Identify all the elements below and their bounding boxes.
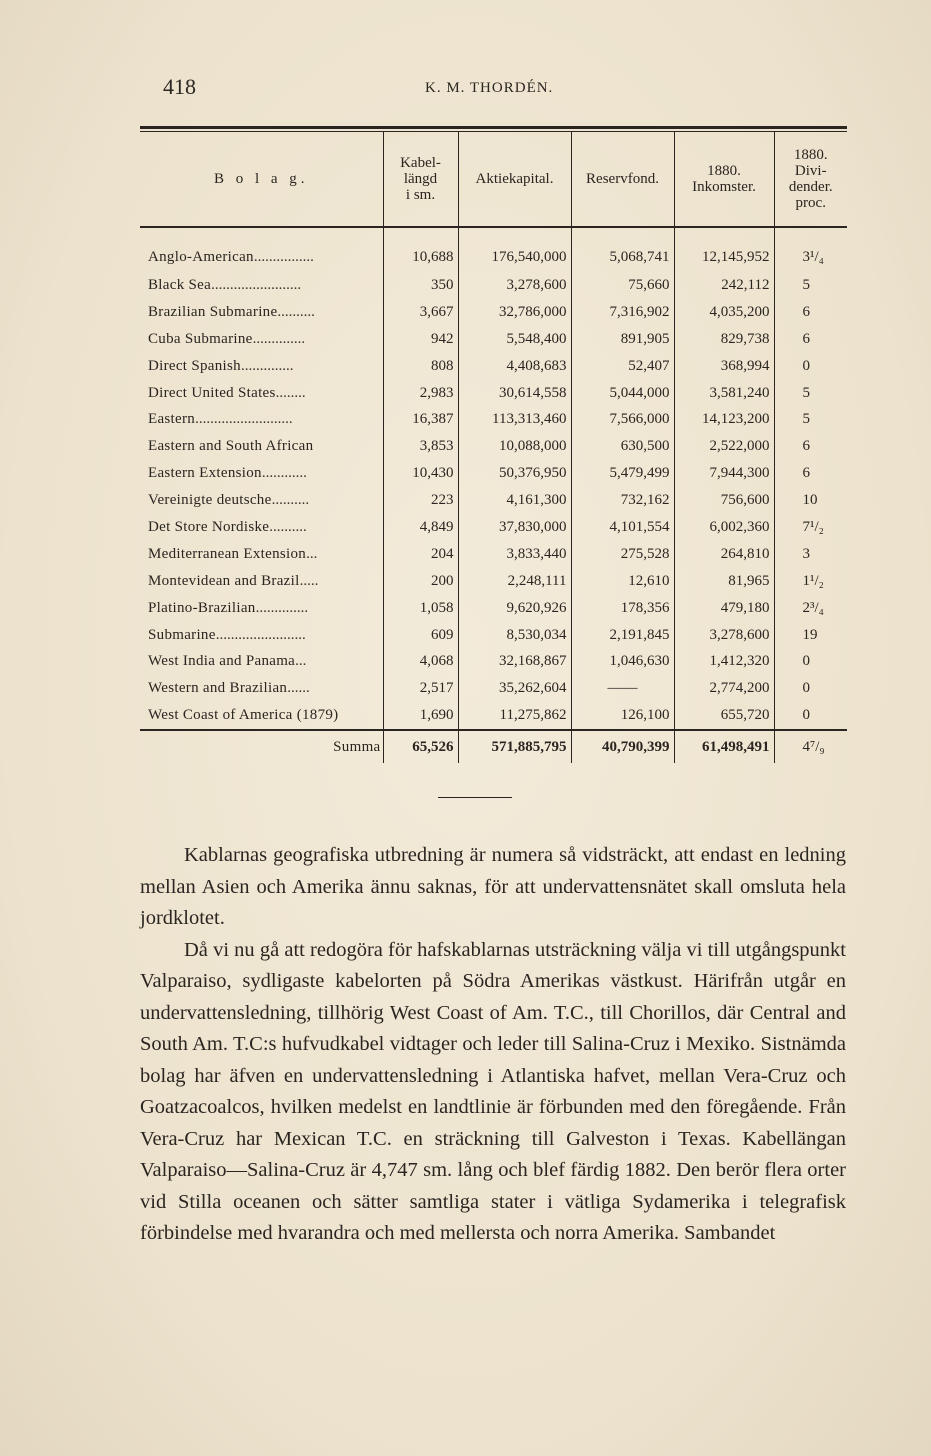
length-cell: 1,690 [383,702,458,730]
length-cell: 808 [383,353,458,380]
capital-cell: 32,168,867 [458,648,571,675]
income-cell: 829,738 [674,326,774,353]
company-name-cell [140,406,383,433]
company-name: Eastern Extension [148,465,262,482]
capital-cell: 2,248,111 [458,568,571,595]
length-cell: 1,058 [383,595,458,622]
table-row [140,568,847,595]
company-name: West India and Panama [148,653,296,670]
table-row [140,487,847,514]
col-label-company: B o l a g. [213,171,309,187]
company-name: Direct Spanish [148,357,241,374]
dot-leader: ..... [299,572,319,589]
page-header [163,74,843,104]
income-cell: 3,581,240 [674,380,774,407]
company-name: Platino-Brazilian [148,599,256,616]
table-row [140,541,847,568]
company-name-cell [140,487,383,514]
income-cell: 756,600 [674,487,774,514]
table-body [140,227,847,763]
length-cell: 223 [383,487,458,514]
table-row [140,433,847,460]
company-name-cell [140,514,383,541]
summa-reserve: 40,790,399 [571,730,674,763]
company-name: Western and Brazilian [148,680,288,697]
income-cell: 4,035,200 [674,299,774,326]
reserve-cell: 5,479,499 [571,460,674,487]
page-number: 418 [163,74,196,99]
col-label-reserve: Reservfond. [586,171,659,187]
company-name-cell [140,702,383,730]
dividend-cell: 3 [802,545,810,562]
dividend-cell: 19 [802,626,818,643]
table-row [140,353,847,380]
capital-cell: 3,833,440 [458,541,571,568]
dividend-cell: 10 [802,492,818,509]
company-name: Brazilian Submarine [148,303,278,320]
reserve-cell: 4,101,554 [571,514,674,541]
length-cell: 4,849 [383,514,458,541]
company-name-cell [140,568,383,595]
reserve-cell: 75,660 [571,272,674,299]
column-header-capital [458,132,571,227]
summa-row [140,730,847,763]
dot-leader: .............. [252,330,306,347]
dot-leader: .............. [255,599,309,616]
length-cell: 10,430 [383,460,458,487]
col-label-length: Kabel- längd i sm. [400,155,441,203]
company-name-cell [140,595,383,622]
dot-leader: ................ [253,248,314,265]
summa-income: 61,498,491 [674,730,774,763]
dot-leader: ... [306,545,318,562]
income-cell: 368,994 [674,353,774,380]
income-cell: 81,965 [674,568,774,595]
dividend-cell: 5 [802,276,810,293]
dividend-cell: 5 [802,411,810,428]
summa-length: 65,526 [383,730,458,763]
dot-leader: .......... [277,303,315,320]
company-name: Cuba Submarine [148,330,253,347]
dividend-cell: 6 [802,303,810,320]
paragraph-1: Kablarnas geografiska utbredning är numera så vidsträckt, att endast en ledning mellan Asien och Amerika ännu saknas, för att undervattensnätet skall omsluta hela jordklotet. [140,844,846,929]
capital-cell: 11,275,862 [458,702,571,730]
capital-cell: 3,278,600 [458,272,571,299]
income-cell: 479,180 [674,595,774,622]
table-row [140,460,847,487]
capital-cell: 4,161,300 [458,487,571,514]
dividend-cell: 6 [802,438,810,455]
table-row [140,675,847,702]
company-name: Direct United States [148,384,276,401]
dividend-cell: 3¹/₄ [802,248,824,265]
table-row [140,406,847,433]
length-cell: 16,387 [383,406,458,433]
capital-cell: 32,786,000 [458,299,571,326]
capital-cell: 4,408,683 [458,353,571,380]
company-name-cell [140,299,383,326]
table-row [140,648,847,675]
table-row [140,702,847,730]
capital-cell: 50,376,950 [458,460,571,487]
paragraph-2: Då vi nu gå att redogöra för hafskablarnas utsträckning välja vi till utgångspunkt Valparaiso, sydligaste kabelorten på Södra Amerikas västkust. Härifrån utgår en undervattensledning, tillhörig West Coast of Am. T.C., till Chorillos, där Central and South Am. T.C:s hufvudkabel vidtager och leder till Salina-Cruz i Mexiko. Sistnämda bolag har äfven en undervattensledning i Atlantiska hafvet, mellan Vera-Cruz och Goatzacoalcos, hvilken medelst en landtlinie är förbunden med den föregående. Från Vera-Cruz har Mexican T.C. en sträckning till Galveston i Texas. Kabellängan Valparaiso—Salina-Cruz är 4,747 sm. lång och blef färdig 1882. Den berör flera orter vid Stilla oceanen och sätter samtliga stater i vätliga Sydamerika i telegrafisk förbindelse med hvarandra och med mellersta och norra Amerika. Sambandet [140,938,846,1244]
dividend-cell: 6 [802,330,810,347]
summa-capital: 571,885,795 [458,730,571,763]
company-name-cell [140,353,383,380]
company-name-cell [140,460,383,487]
reserve-cell: 7,316,902 [571,299,674,326]
income-cell: 12,145,952 [674,227,774,272]
income-cell: 655,720 [674,702,774,730]
company-name-cell [140,675,383,702]
dividend-cell: 2³/₄ [802,599,824,616]
length-cell: 204 [383,541,458,568]
dividend-cell: 1¹/₂ [802,572,824,589]
col-label-income: 1880. Inkomster. [692,163,756,195]
company-name: West Coast of America (1879) [148,707,339,724]
table-row [140,272,847,299]
company-name: Mediterranean Extension [148,545,307,562]
reserve-cell: 126,100 [571,702,674,730]
income-cell: 14,123,200 [674,406,774,433]
col-label-dividend: 1880. Divi- dender. proc. [788,147,833,211]
table-row [140,380,847,407]
company-name: Montevidean and Brazil [148,572,300,589]
company-name: Vereinigte deutsche [148,492,272,509]
column-header-company [140,132,383,227]
reserve-cell: 12,610 [571,568,674,595]
company-name-cell [140,541,383,568]
running-title: K. M. THORDÉN. [425,80,554,96]
column-header-length [383,132,458,227]
company-name: Eastern and South African [148,438,314,455]
dot-leader: .......... [271,492,310,509]
dot-leader: ... [295,653,307,670]
dot-leader: ............ [261,465,307,482]
length-cell: 10,688 [383,227,458,272]
summa-label: Summa [140,730,383,763]
dot-leader: .............. [240,357,294,374]
company-name: Black Sea [148,276,212,293]
dividend-cell: 0 [774,702,847,730]
length-cell: 3,667 [383,299,458,326]
company-name: Anglo-American [148,248,254,265]
capital-cell: 176,540,000 [458,227,571,272]
table-header-row [140,132,847,227]
capital-cell: 10,088,000 [458,433,571,460]
reserve-cell: 2,191,845 [571,622,674,649]
company-name-cell [140,380,383,407]
length-cell: 4,068 [383,648,458,675]
company-name: Eastern [148,411,196,428]
length-cell: 609 [383,622,458,649]
company-name-cell [140,433,383,460]
income-cell: 7,944,300 [674,460,774,487]
length-cell: 2,517 [383,675,458,702]
table-row [140,299,847,326]
income-cell: 6,002,360 [674,514,774,541]
dot-leader: ........ [275,384,306,401]
statistics-table-container [140,126,847,763]
table-row [140,326,847,353]
table-top-rule [140,126,847,129]
column-header-income [674,132,774,227]
length-cell: 3,853 [383,433,458,460]
capital-cell: 30,614,558 [458,380,571,407]
reserve-cell: 5,044,000 [571,380,674,407]
reserve-cell: 891,905 [571,326,674,353]
capital-cell: 37,830,000 [458,514,571,541]
income-cell: 2,774,200 [674,675,774,702]
table-row [140,595,847,622]
income-cell: 3,278,600 [674,622,774,649]
company-name-cell [140,227,383,272]
income-cell: 264,810 [674,541,774,568]
company-name-cell [140,622,383,649]
company-name-cell [140,326,383,353]
dividend-cell: 0 [802,680,810,697]
dot-leader: .......................... [195,411,293,428]
column-header-dividend [774,132,847,227]
length-cell: 350 [383,272,458,299]
capital-cell: 8,530,034 [458,622,571,649]
dot-leader: ...... [287,680,310,697]
reserve-cell: 732,162 [571,487,674,514]
table-row [140,622,847,649]
dot-leader: ........................ [215,626,306,643]
reserve-cell: 52,407 [571,353,674,380]
body-text [140,840,846,1250]
table-row [140,514,847,541]
reserve-cell: 630,500 [571,433,674,460]
col-label-capital: Aktiekapital. [475,171,554,187]
company-name: Submarine [148,626,216,643]
capital-cell: 113,313,460 [458,406,571,433]
company-name-cell [140,648,383,675]
income-cell: 2,522,000 [674,433,774,460]
dividend-cell: 0 [802,653,810,670]
reserve-cell: 178,356 [571,595,674,622]
cable-companies-table [140,132,847,763]
table-row [140,227,847,272]
column-header-reserve [571,132,674,227]
reserve-cell: 5,068,741 [571,227,674,272]
reserve-cell: 1,046,630 [571,648,674,675]
dot-leader: ........................ [211,276,302,293]
reserve-cell: 275,528 [571,541,674,568]
income-cell: 1,412,320 [674,648,774,675]
capital-cell: 35,262,604 [458,675,571,702]
length-cell: 2,983 [383,380,458,407]
section-divider [438,797,512,798]
length-cell: 942 [383,326,458,353]
capital-cell: 9,620,926 [458,595,571,622]
summa-dividend: 4⁷/₉ [802,738,825,755]
dividend-cell: 5 [802,384,810,401]
dividend-cell: 7¹/₂ [802,518,824,535]
company-name-cell [140,272,383,299]
dividend-cell: 6 [802,465,810,482]
company-name: Det Store Nordiske [148,518,270,535]
reserve-cell: 7,566,000 [571,406,674,433]
dividend-cell: 0 [802,357,810,374]
capital-cell: 5,548,400 [458,326,571,353]
length-cell: 200 [383,568,458,595]
reserve-cell: —— [571,675,674,702]
income-cell: 242,112 [674,272,774,299]
dot-leader: .......... [269,518,307,535]
